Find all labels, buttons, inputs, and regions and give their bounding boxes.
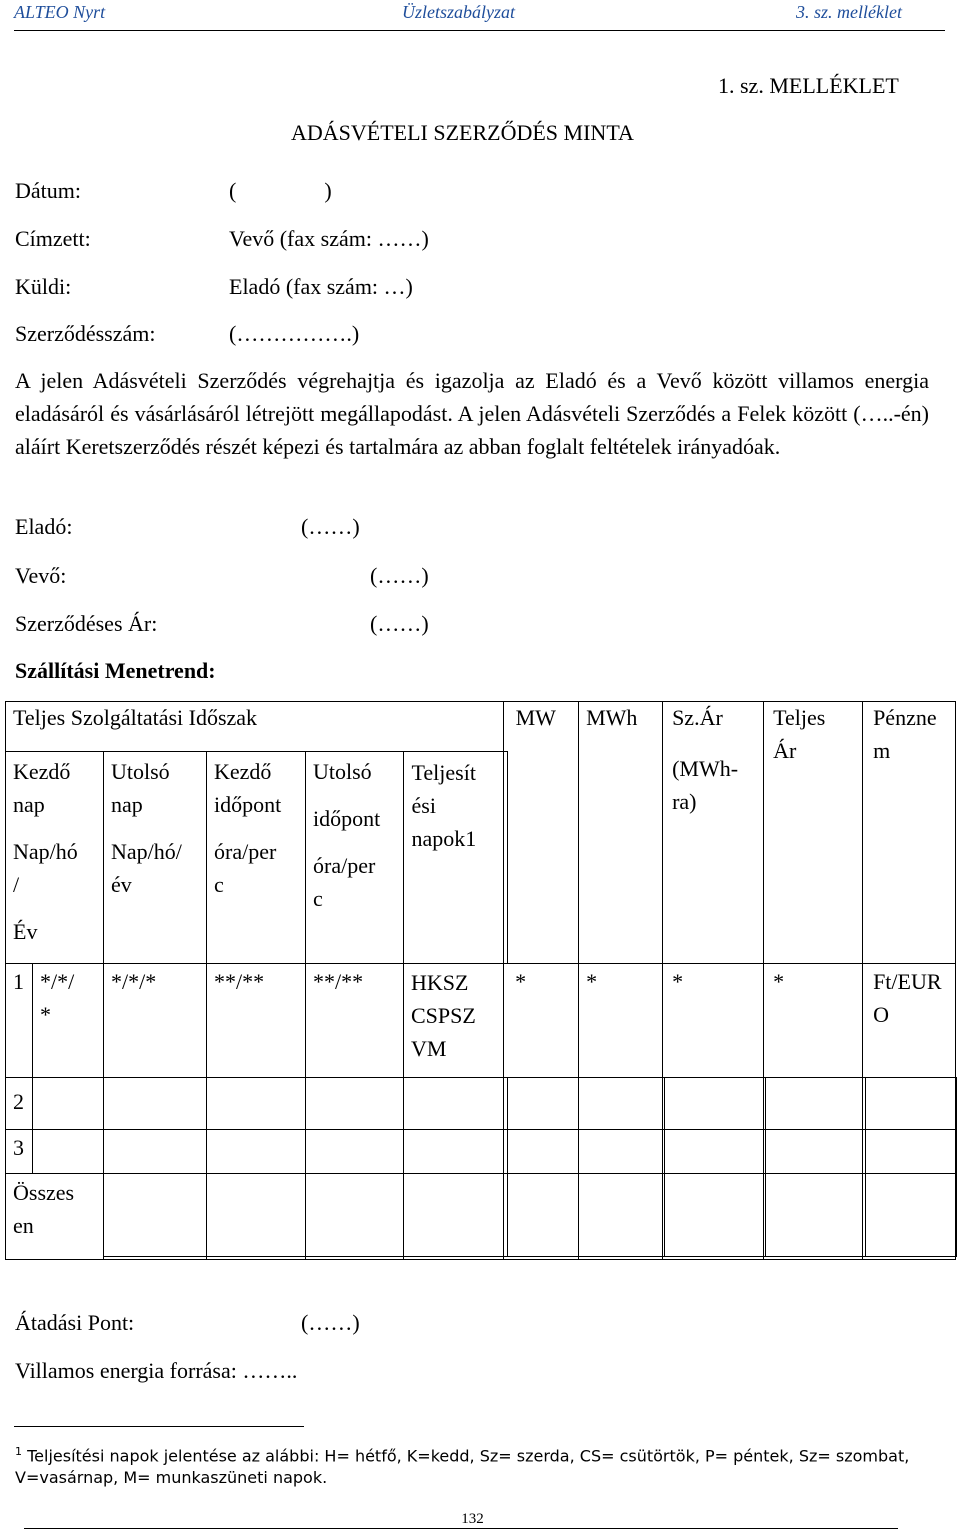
page-title: ADÁSVÉTELI SZERZŐDÉS MINTA	[291, 120, 634, 145]
field-value-contract-number: (…………….)	[229, 321, 360, 346]
row1-delivery-days-line: CSPSZ	[411, 1002, 476, 1028]
row1-delivery-days-line: HKSZ	[411, 969, 469, 995]
subheader-last-day-line: nap	[111, 792, 143, 817]
header-mwh-text: MWh	[586, 705, 638, 730]
subheader-start-day-line: Nap/hó	[13, 839, 78, 864]
row1-number-text: 1	[13, 969, 24, 994]
header-service-period-text: Teljes Szolgáltatási Időszak	[13, 705, 258, 730]
row1-last-day-text: */*/*	[111, 969, 157, 994]
row1-currency-line: Ft/EUR	[873, 969, 942, 994]
row2-number-text: 2	[13, 1089, 24, 1114]
field-value-sender: Eladó (fax szám: …)	[229, 274, 413, 299]
row3-number-text: 3	[13, 1135, 24, 1160]
footnote	[15, 1441, 935, 1489]
footer-divider	[24, 1528, 898, 1529]
intro-paragraph: A jelen Adásvételi Szerződés végrehajtja és igazolja az Eladó és a Vevő között villamos energia eladásáról és vásárlásáról létrejött megállapodást. A jelen Adásvételi Szerződés a Felek között (…..-én) aláírt Keretszerződés részét képezi és tartalmára az abban foglalt feltételek irányadóak.	[15, 368, 929, 459]
row1-start-day-line: */*/	[40, 969, 75, 994]
total-row-label-line: en	[13, 1212, 34, 1238]
row1-start-day-line: *	[40, 1002, 51, 1027]
subheader-start-day-line: Kezdő	[13, 759, 71, 784]
header-currency-line: m	[873, 738, 891, 763]
subheader-start-day-line: nap	[13, 792, 45, 817]
subheader-last-time-line: időpont	[313, 806, 381, 831]
row1-currency-line: O	[873, 1002, 889, 1027]
subheader-start-time-line: időpont	[214, 792, 282, 817]
header-company: ALTEO Nyrt	[14, 2, 106, 22]
footnote-divider	[14, 1426, 304, 1427]
row1-last-time-text: **/**	[313, 969, 364, 994]
subheader-start-time-line: c	[214, 872, 224, 897]
subheader-last-time-line: óra/per	[313, 853, 376, 878]
field-label-sender: Küldi:	[15, 274, 72, 299]
header-total-price-line: Teljes	[773, 705, 826, 730]
subheader-start-day-line: /	[13, 872, 20, 897]
subheader-last-day-line: év	[111, 872, 132, 897]
field-label-contract-price: Szerződéses Ár:	[15, 611, 158, 636]
field-label-date: Dátum:	[15, 178, 81, 203]
row1-mw-text: *	[515, 969, 527, 994]
header-annex: 3. sz. melléklet	[796, 2, 902, 22]
field-label-buyer: Vevő:	[15, 563, 67, 588]
field-label-seller: Eladó:	[15, 514, 73, 539]
field-value-seller: (……)	[301, 514, 360, 539]
footnote-text: Teljesítési napok jelentése az alábbi: H= hétfő, K=kedd, Sz= szerda, CS= csütörtök, P= péntek, Sz= szombat, V=vasárnap, M= munkaszüneti napok.	[15, 1446, 910, 1488]
subheader-delivery-days-line: ési	[411, 792, 436, 818]
subheader-last-time-line: c	[313, 886, 323, 911]
total-row-label-line: Összes	[13, 1179, 75, 1205]
header-currency-line: Pénzne	[873, 705, 937, 730]
field-value-date: ( )	[229, 178, 332, 203]
field-label-energy-source: Villamos energia forrása: ……..	[15, 1358, 298, 1383]
field-value-delivery-point: (……)	[301, 1310, 360, 1335]
field-label-addressee: Címzett:	[15, 226, 91, 251]
header-unit-price-line: Sz.Ár	[672, 705, 723, 730]
header-total-price-line: Ár	[773, 738, 797, 763]
header-document: Üzletszabályzat	[402, 2, 516, 22]
row1-total-price-text: *	[773, 969, 785, 994]
header-unit-price-line: (MWh-	[672, 756, 739, 781]
subheader-start-day-line: Év	[13, 919, 38, 944]
page-number: 132	[461, 1511, 484, 1527]
field-label-contract-number: Szerződésszám:	[15, 321, 156, 346]
row1-mwh-text: *	[586, 969, 598, 994]
header-unit-price-line: ra)	[672, 789, 697, 814]
subheader-start-time-line: óra/per	[214, 839, 277, 864]
footnote-mark: 1	[15, 1445, 22, 1458]
subheader-delivery-days-line: Teljesít	[411, 759, 476, 785]
subheader-start-time-line: Kezdő	[214, 759, 272, 784]
field-label-delivery-point: Átadási Pont:	[15, 1310, 135, 1335]
subheader-last-day-line: Nap/hó/	[111, 839, 182, 864]
annex-label: 1. sz. MELLÉKLET	[718, 73, 899, 98]
header-mw-text: MW	[515, 705, 556, 730]
schedule-heading: Szállítási Menetrend:	[15, 658, 216, 683]
row1-start-time-text: **/**	[214, 969, 265, 994]
subheader-last-day-line: Utolsó	[111, 759, 170, 784]
subheader-last-time-line: Utolsó	[313, 759, 372, 784]
row1-unit-price-text: *	[672, 969, 684, 994]
subheader-delivery-days-line: napok1	[411, 825, 477, 851]
field-value-buyer: (……)	[370, 563, 429, 588]
field-value-addressee: Vevő (fax szám: ……)	[229, 226, 429, 251]
field-value-contract-price: (……)	[370, 611, 429, 636]
row1-delivery-days-line: VM	[411, 1035, 447, 1061]
